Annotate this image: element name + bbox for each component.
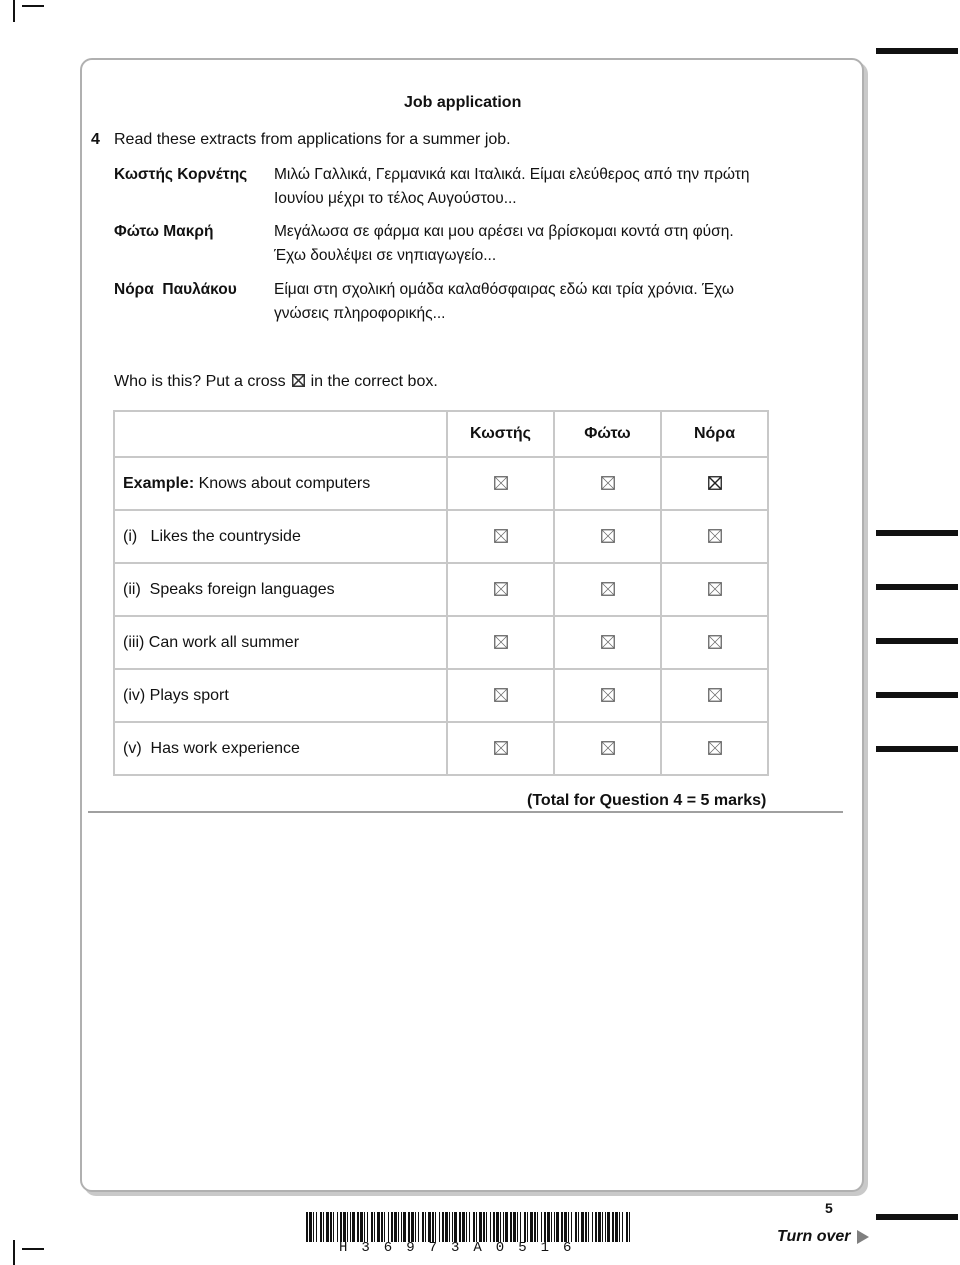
- question-number: 4: [91, 131, 100, 148]
- page-number: 5: [825, 1200, 833, 1216]
- instruction-after: in the correct box.: [310, 373, 438, 390]
- checkbox[interactable]: [494, 688, 508, 702]
- extract-text: Μεγάλωσα σε φάρμα και μου αρέσει να βρίσκομαι κοντά στη φύση. Έχω δουλέψει σε νηπιαγωγείο...: [274, 223, 734, 264]
- edge-bar: [876, 692, 958, 698]
- extract-name: Κωστής Κορνέτης: [114, 166, 248, 183]
- edge-bar: [876, 530, 958, 536]
- table-row: [114, 563, 768, 616]
- answer-cell[interactable]: [661, 616, 768, 669]
- crop-mark: [22, 5, 44, 7]
- checkbox[interactable]: [708, 582, 722, 596]
- question-text: Read these extracts from applications for a summer job.: [114, 131, 511, 148]
- crossed-box-icon: [292, 374, 305, 387]
- header-empty: [114, 411, 447, 457]
- answer-cell[interactable]: [661, 563, 768, 616]
- checkbox[interactable]: [494, 741, 508, 755]
- checkbox[interactable]: [708, 476, 722, 490]
- checkbox[interactable]: [494, 529, 508, 543]
- extract-name: Φώτω Μακρή: [114, 223, 214, 240]
- crop-mark: [22, 1248, 44, 1250]
- checkbox[interactable]: [601, 741, 615, 755]
- answer-table: [113, 410, 769, 776]
- checkbox[interactable]: [708, 529, 722, 543]
- row-label: Example: Knows about computers: [114, 457, 447, 510]
- edge-bar: [876, 1214, 958, 1220]
- edge-bar: [876, 48, 958, 54]
- instruction: [114, 373, 438, 391]
- row-label: (ii) Speaks foreign languages: [114, 563, 447, 616]
- turn-over: [777, 1228, 869, 1246]
- answer-cell[interactable]: [554, 616, 661, 669]
- edge-bar: [876, 746, 958, 752]
- extract-name: Νόρα Παυλάκου: [114, 281, 237, 298]
- table-row: [114, 669, 768, 722]
- answer-cell[interactable]: [447, 510, 554, 563]
- table-row: [114, 510, 768, 563]
- answer-cell[interactable]: [447, 669, 554, 722]
- row-label: (iii) Can work all summer: [114, 616, 447, 669]
- turn-over-label: Turn over: [777, 1228, 851, 1245]
- extract-text: Μιλώ Γαλλικά, Γερμανικά και Ιταλικά. Είμαι ελεύθερος από την πρώτη Ιουνίου μέχρι το τέλος Αυγούστου...: [274, 166, 750, 207]
- answer-cell[interactable]: [661, 457, 768, 510]
- answer-cell[interactable]: [447, 722, 554, 775]
- header-nora: Νόρα: [661, 411, 768, 457]
- barcode-icon: [306, 1212, 632, 1242]
- checkbox[interactable]: [494, 582, 508, 596]
- checkbox[interactable]: [708, 741, 722, 755]
- checkbox[interactable]: [494, 476, 508, 490]
- checkbox[interactable]: [708, 635, 722, 649]
- answer-cell[interactable]: [661, 722, 768, 775]
- arrow-right-icon: [857, 1230, 869, 1244]
- checkbox[interactable]: [601, 688, 615, 702]
- checkbox[interactable]: [601, 476, 615, 490]
- answer-cell[interactable]: [554, 722, 661, 775]
- table-row: [114, 457, 768, 510]
- answer-cell[interactable]: [554, 510, 661, 563]
- checkbox[interactable]: [601, 582, 615, 596]
- table-row: [114, 722, 768, 775]
- edge-bar: [876, 584, 958, 590]
- header-foto: Φώτω: [554, 411, 661, 457]
- checkbox[interactable]: [601, 529, 615, 543]
- table-header-row: [114, 411, 768, 457]
- crop-mark: [13, 0, 15, 22]
- answer-cell[interactable]: [554, 457, 661, 510]
- row-label: (i) Likes the countryside: [114, 510, 447, 563]
- question-divider: [88, 811, 843, 813]
- answer-cell[interactable]: [661, 510, 768, 563]
- extract-text: Είμαι στη σχολική ομάδα καλαθόσφαιρας εδώ και τρία χρόνια. Έχω γνώσεις πληροφορικής...: [274, 281, 734, 322]
- answer-cell[interactable]: [554, 669, 661, 722]
- answer-cell[interactable]: [661, 669, 768, 722]
- barcode-text: H36973A0516: [339, 1240, 586, 1256]
- checkbox[interactable]: [708, 688, 722, 702]
- table-row: [114, 616, 768, 669]
- checkbox[interactable]: [601, 635, 615, 649]
- checkbox[interactable]: [494, 635, 508, 649]
- row-label: (iv) Plays sport: [114, 669, 447, 722]
- page-title: Job application: [404, 94, 522, 111]
- answer-cell[interactable]: [447, 616, 554, 669]
- instruction-before: Who is this? Put a cross: [114, 373, 286, 390]
- header-kostis: Κωστής: [447, 411, 554, 457]
- row-label: (v) Has work experience: [114, 722, 447, 775]
- answer-cell[interactable]: [447, 563, 554, 616]
- crop-mark: [13, 1240, 15, 1265]
- answer-cell[interactable]: [554, 563, 661, 616]
- answer-cell[interactable]: [447, 457, 554, 510]
- total-marks: (Total for Question 4 = 5 marks): [527, 792, 767, 809]
- edge-bar: [876, 638, 958, 644]
